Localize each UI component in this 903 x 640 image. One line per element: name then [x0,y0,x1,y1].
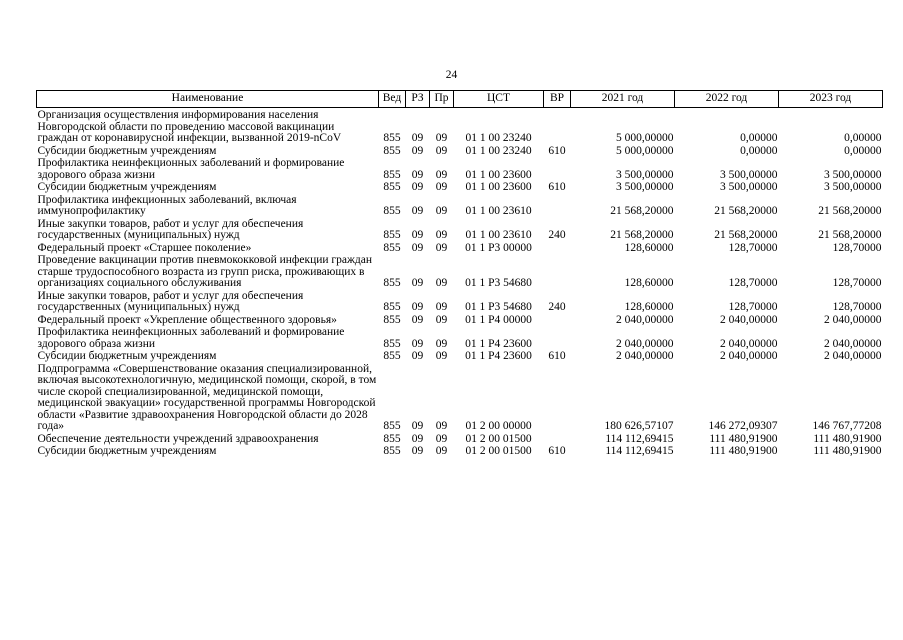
header-cst: ЦСТ [454,91,544,108]
row-pr: 09 [435,181,448,193]
header-pr: Пр [430,91,454,108]
row-cst: 01 1 00 23240 [465,144,532,157]
row-vr [544,315,571,328]
row-ved: 855 [383,144,401,157]
row-2023: 146 767,77208 [812,420,882,432]
row-rz: 09 [411,241,424,254]
row-2021: 21 568,20000 [610,229,674,241]
row-2023: 128,70000 [832,277,882,289]
row-2021: 2 040,00000 [616,337,674,350]
row-2022: 128,70000 [728,301,778,313]
row-pr: 09 [435,445,448,457]
row-vr [544,255,571,291]
row-2022: 146 272,09307 [708,420,778,432]
row-pr: 09 [435,168,448,181]
row-cst: 01 1 P3 54680 [465,301,532,313]
row-2023: 21 568,20000 [818,205,882,217]
row-pr: 09 [435,420,448,432]
row-name: Профилактика инфекционных заболеваний, включая иммунопрофилактику [37,193,297,217]
row-2021: 128,60000 [624,277,674,289]
row-ved: 855 [383,241,401,254]
table-row [37,158,883,182]
row-ved: 855 [383,229,401,241]
table-row [37,182,883,195]
row-vr: 610 [548,445,566,457]
row-cst: 01 1 P4 00000 [465,313,532,326]
row-pr: 09 [435,313,448,326]
row-2023: 0,00000 [844,132,882,144]
row-2022: 111 480,91900 [709,432,778,445]
row-ved: 855 [383,445,401,457]
page-number: 24 [445,69,458,81]
row-2022: 3 500,00000 [720,168,778,181]
row-rz: 09 [411,350,424,362]
row-rz: 09 [411,313,424,326]
row-rz: 09 [411,432,424,445]
table-row [37,351,883,364]
row-2023: 128,70000 [832,301,882,313]
row-name: Федеральный проект «Старшее поколение» [37,241,252,254]
row-vr: 610 [548,181,566,193]
row-2023: 3 500,00000 [824,181,882,193]
row-2021: 114 112,69415 [605,432,674,445]
row-2022: 0,00000 [740,132,778,144]
table-row [37,219,883,243]
row-pr: 09 [435,241,448,254]
row-2023: 3 500,00000 [824,168,882,181]
row-rz: 09 [411,337,424,350]
row-name: Обеспечение деятельности учреждений здравоохранения [37,432,319,445]
budget-table [36,90,883,459]
row-vr: 240 [548,229,566,241]
row-name: Проведение вакцинации против пневмококковой инфекции граждан старше трудоспособного возраста из групп риска, проживающих в организациях социального обслуживания [37,254,373,289]
row-vr [544,108,571,146]
row-vr [544,327,571,351]
row-cst: 01 1 00 23610 [465,205,532,217]
row-vr [544,364,571,434]
row-2023: 2 040,00000 [824,337,882,350]
row-rz: 09 [411,301,424,313]
row-name: Субсидии бюджетным учреждениям [37,350,217,362]
table-body [37,108,883,459]
row-2022: 2 040,00000 [720,337,778,350]
row-name: Субсидии бюджетным учреждениям [37,445,217,457]
row-name: Субсидии бюджетным учреждениям [37,144,217,157]
row-2021: 114 112,69415 [605,445,674,457]
row-2022: 0,00000 [740,144,778,157]
row-name: Иные закупки товаров, работ и услуг для обеспечения государственных (муниципальных) нужд [37,217,304,241]
row-rz: 09 [411,445,424,457]
table-row [37,364,883,434]
row-cst: 01 1 00 23240 [465,132,532,144]
row-pr: 09 [435,132,448,144]
row-ved: 855 [383,432,401,445]
row-rz: 09 [411,181,424,193]
row-2022: 21 568,20000 [714,205,778,217]
table-row [37,195,883,219]
row-name: Субсидии бюджетным учреждениям [37,181,217,193]
row-2021: 3 500,00000 [616,181,674,193]
row-rz: 09 [411,144,424,157]
row-vr: 610 [548,350,566,362]
row-2023: 21 568,20000 [818,229,882,241]
row-ved: 855 [383,301,401,313]
table-row [37,291,883,315]
row-cst: 01 1 00 23600 [465,168,532,181]
row-cst: 01 1 P3 00000 [465,241,532,254]
row-2021: 3 500,00000 [616,168,674,181]
row-pr: 09 [435,337,448,350]
row-cst: 01 1 P4 23600 [465,337,532,350]
table-row [37,108,883,146]
row-2021: 5 000,00000 [616,144,674,157]
header-rz: РЗ [406,91,430,108]
row-2022: 2 040,00000 [720,313,778,326]
table-header-row [37,91,883,108]
row-rz: 09 [411,229,424,241]
row-2021: 128,60000 [624,241,674,254]
row-2021: 2 040,00000 [616,313,674,326]
row-ved: 855 [383,350,401,362]
row-2022: 3 500,00000 [720,181,778,193]
header-2022: 2022 год [675,91,779,108]
row-name: Федеральный проект «Укрепление общественного здоровья» [37,313,337,326]
header-ved: Вед [379,91,406,108]
row-2023: 128,70000 [832,241,882,254]
row-2021: 2 040,00000 [616,350,674,362]
row-pr: 09 [435,205,448,217]
table-row [37,327,883,351]
row-pr: 09 [435,144,448,157]
row-cst: 01 2 00 01500 [465,445,532,457]
row-vr [544,195,571,219]
row-2022: 128,70000 [728,277,778,289]
row-name: Организация осуществления информирования населения Новгородской области по проведению массовой вакцинации граждан от коронавирусной инфекции, вызванной 2019-nCoV [37,109,342,144]
table-row [37,446,883,459]
row-ved: 855 [383,132,401,144]
header-2021: 2021 год [571,91,675,108]
row-2021: 5 000,00000 [616,132,674,144]
row-2023: 2 040,00000 [824,350,882,362]
row-2021: 128,60000 [624,301,674,313]
table-row [37,255,883,291]
row-cst: 01 1 P4 23600 [465,350,532,362]
row-2022: 128,70000 [728,241,778,254]
row-2023: 111 480,91900 [813,432,882,445]
row-pr: 09 [435,432,448,445]
header-2023: 2023 год [779,91,883,108]
row-name: Иные закупки товаров, работ и услуг для обеспечения государственных (муниципальных) нужд [37,289,304,313]
row-2021: 21 568,20000 [610,205,674,217]
row-rz: 09 [411,132,424,144]
row-rz: 09 [411,277,424,289]
row-cst: 01 2 00 00000 [465,420,532,432]
row-ved: 855 [383,420,401,432]
row-2021: 180 626,57107 [604,420,674,432]
row-pr: 09 [435,277,448,289]
row-vr [544,243,571,256]
header-name: Наименование [37,91,379,108]
row-ved: 855 [383,313,401,326]
row-name: Подпрограмма «Совершенствование оказания специализированной, включая высокотехнологичную, медицинской помощи, скорой, в том числе скорой специализированной, медицинской помощи, медицинской эвакуации» государственной программы Новгородской области «Развитие здравоохранения Новгородской области до 2028 года» [37,362,377,432]
row-ved: 855 [383,168,401,181]
row-pr: 09 [435,229,448,241]
row-ved: 855 [383,181,401,193]
row-2023: 2 040,00000 [824,313,882,326]
row-rz: 09 [411,205,424,217]
row-vr: 610 [548,144,566,157]
header-vr: ВР [544,91,571,108]
row-cst: 01 1 P3 54680 [465,277,532,289]
row-pr: 09 [435,301,448,313]
row-cst: 01 1 00 23600 [465,181,532,193]
row-rz: 09 [411,168,424,181]
row-cst: 01 2 00 01500 [465,432,532,445]
row-2023: 111 480,91900 [813,445,882,457]
row-vr: 240 [548,301,566,313]
row-ved: 855 [383,337,401,350]
row-2022: 21 568,20000 [714,229,778,241]
row-rz: 09 [411,420,424,432]
row-cst: 01 1 00 23610 [465,229,532,241]
row-ved: 855 [383,277,401,289]
row-ved: 855 [383,205,401,217]
row-2023: 0,00000 [844,144,882,157]
row-vr [544,158,571,182]
row-name: Профилактика неинфекционных заболеваний и формирование здорового образа жизни [37,326,345,350]
row-pr: 09 [435,350,448,362]
row-2022: 111 480,91900 [709,445,778,457]
row-2022: 2 040,00000 [720,350,778,362]
row-name: Профилактика неинфекционных заболеваний и формирование здорового образа жизни [37,157,345,181]
